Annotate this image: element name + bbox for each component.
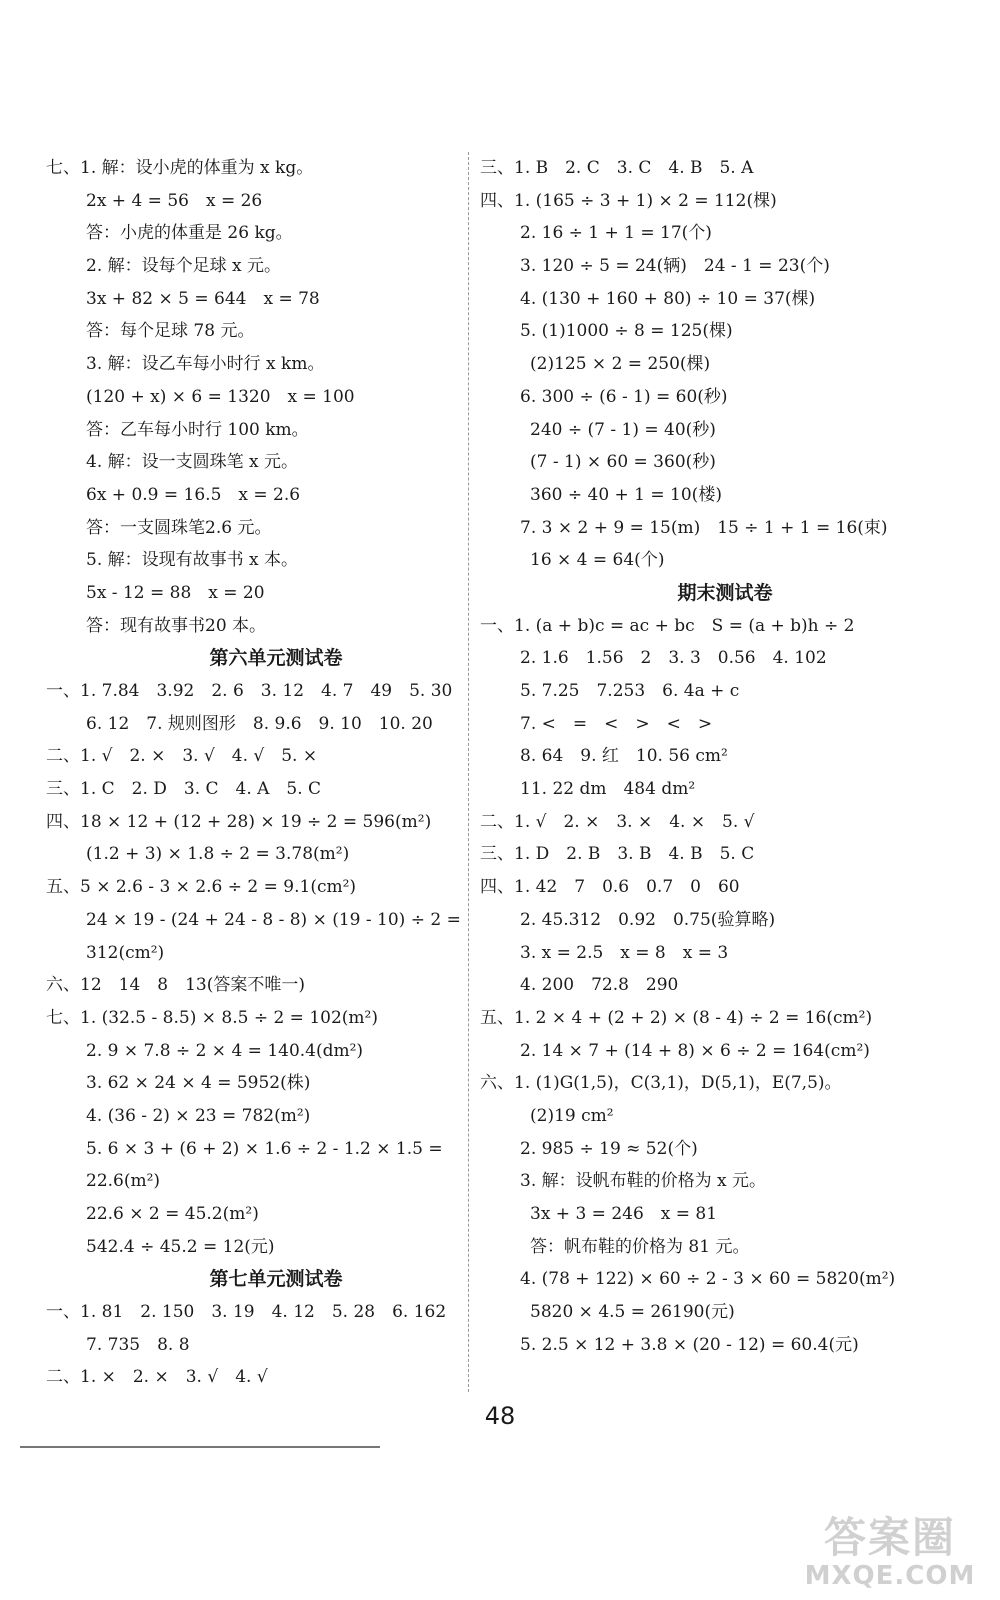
- answer-line: 答：一支圆珠笔2.6 元。: [86, 517, 272, 538]
- bottom-rule: [20, 1446, 380, 1448]
- answer-line: 五、5 × 2.6 - 3 × 2.6 ÷ 2 = 9.1(cm²): [46, 877, 357, 898]
- answer-line: 七、1. 解：设小虎的体重为 x kg。: [46, 158, 314, 178]
- watermark-logo: [790, 1505, 990, 1591]
- answer-line: 3x + 3 = 246 x = 81: [530, 1204, 718, 1224]
- answer-line: 24 × 19 - (24 + 24 - 8 - 8) × (19 - 10) ÷ 2 =: [86, 909, 461, 930]
- answer-line: 三、1. B 2. C 3. C 4. B 5. A: [480, 158, 754, 178]
- answer-line: 4. (78 + 122) × 60 ÷ 2 - 3 × 60 = 5820(m²): [520, 1269, 896, 1290]
- answer-line: (2)19 cm²: [530, 1105, 614, 1126]
- answer-line: 7. 3 × 2 + 9 = 15(m) 15 ÷ 1 + 1 = 16(束): [520, 517, 888, 538]
- answer-line: 二、1. √ 2. × 3. √ 4. √ 5. ×: [46, 746, 318, 767]
- answer-line: 二、1. × 2. × 3. √ 4. √: [46, 1367, 268, 1388]
- answer-line: 三、1. C 2. D 3. C 4. A 5. C: [46, 779, 322, 800]
- answer-line: 2. 14 × 7 + (14 + 8) × 6 ÷ 2 = 164(cm²): [520, 1040, 870, 1061]
- answer-line: 答：乙车每小时行 100 km。: [86, 419, 309, 440]
- answer-line: 二、1. √ 2. × 3. × 4. × 5. √: [480, 811, 755, 832]
- section-heading: 第七单元测试卷: [209, 1268, 343, 1291]
- answer-line: 七、1. (32.5 - 8.5) × 8.5 ÷ 2 = 102(m²): [46, 1007, 378, 1028]
- answer-line: 8. 64 9. 红 10. 56 cm²: [520, 746, 728, 767]
- answer-line: 3. x = 2.5 x = 8 x = 3: [520, 942, 729, 963]
- answer-line: 16 × 4 = 64(个): [530, 550, 665, 571]
- answer-line: 答：帆布鞋的价格为 81 元。: [530, 1236, 750, 1257]
- answer-line: 11. 22 dm 484 dm²: [520, 779, 696, 800]
- answer-line: 6. 12 7. 规则图形 8. 9.6 9. 10 10. 20: [86, 713, 433, 734]
- answer-line: 答：小虎的体重是 26 kg。: [86, 223, 293, 244]
- watermark-domain: MXQE.COM: [804, 1561, 976, 1591]
- answer-line: 5. (1)1000 ÷ 8 = 125(棵): [520, 321, 733, 342]
- page-number: 48: [484, 1402, 516, 1430]
- answer-line: 2. 解：设每个足球 x 元。: [86, 256, 282, 277]
- answer-line: 3x + 82 × 5 = 644 x = 78: [86, 288, 320, 309]
- right-column: [480, 152, 940, 1361]
- answer-line: (120 + x) × 6 = 1320 x = 100: [86, 386, 355, 407]
- answer-line: 2. 45.312 0.92 0.75(验算略): [520, 909, 776, 930]
- answer-line: 3. 62 × 24 × 4 = 5952(株): [86, 1073, 311, 1094]
- answer-line: 240 ÷ (7 - 1) = 40(秒): [530, 419, 716, 440]
- answer-line: 四、1. 42 7 0.6 0.7 0 60: [480, 877, 740, 898]
- answer-line: 5. 7.25 7.253 6. 4a + c: [520, 681, 740, 701]
- answer-line: 2. 985 ÷ 19 ≈ 52(个): [520, 1138, 698, 1159]
- answer-line: 3. 解：设帆布鞋的价格为 x 元。: [520, 1171, 767, 1192]
- answer-line: 一、1. 81 2. 150 3. 19 4. 12 5. 28 6. 162: [46, 1302, 447, 1323]
- answer-line: 2. 16 ÷ 1 + 1 = 17(个): [520, 223, 712, 244]
- answer-line: 6. 300 ÷ (6 - 1) = 60(秒): [520, 386, 728, 407]
- answer-line: 2. 9 × 7.8 ÷ 2 × 4 = 140.4(dm²): [86, 1040, 364, 1061]
- answer-line: 5x - 12 = 88 x = 20: [86, 582, 265, 603]
- answer-line: 7. 735 8. 8: [86, 1334, 190, 1355]
- answer-line: 542.4 ÷ 45.2 = 12(元): [86, 1236, 275, 1257]
- answer-line: 4. (36 - 2) × 23 = 782(m²): [86, 1105, 311, 1126]
- answer-line: 5. 6 × 3 + (6 + 2) × 1.6 ÷ 2 - 1.2 × 1.5 =: [86, 1138, 443, 1159]
- answer-line: (1.2 + 3) × 1.8 ÷ 2 = 3.78(m²): [86, 844, 350, 865]
- answer-line: (2)125 × 2 = 250(棵): [530, 354, 711, 375]
- column-divider: [468, 152, 469, 1392]
- answer-line: 一、1. 7.84 3.92 2. 6 3. 12 4. 7 49 5. 30: [46, 681, 453, 701]
- answer-line: 2. 1.6 1.56 2 3. 3 0.56 4. 102: [520, 648, 827, 669]
- answer-line: 四、18 × 12 + (12 + 28) × 19 ÷ 2 = 596(m²): [46, 811, 432, 832]
- answer-line: 7. < = < > < >: [520, 713, 713, 734]
- answer-line: 4. 200 72.8 290: [520, 975, 679, 996]
- answer-line: 360 ÷ 40 + 1 = 10(楼): [530, 484, 722, 505]
- answer-line: (7 - 1) × 60 = 360(秒): [530, 452, 716, 473]
- answer-line: 答：每个足球 78 元。: [86, 321, 255, 342]
- answer-line: 5820 × 4.5 = 26190(元): [530, 1302, 735, 1323]
- section-heading: 期末测试卷: [677, 581, 773, 604]
- answer-line: 四、1. (165 ÷ 3 + 1) × 2 = 112(棵): [480, 190, 777, 211]
- section-heading: 第六单元测试卷: [209, 647, 343, 670]
- watermark-text: 答案圈: [823, 1513, 956, 1562]
- answer-line: 三、1. D 2. B 3. B 4. B 5. C: [480, 844, 755, 865]
- answer-line: 3. 120 ÷ 5 = 24(辆) 24 - 1 = 23(个): [520, 256, 830, 277]
- answer-line: 2x + 4 = 56 x = 26: [86, 190, 263, 211]
- answer-line: 312(cm²): [86, 942, 165, 963]
- answer-line: 5. 解：设现有故事书 x 本。: [86, 550, 299, 571]
- answer-line: 答：现有故事书20 本。: [86, 615, 267, 636]
- answer-line: 五、1. 2 × 4 + (2 + 2) × (8 - 4) ÷ 2 = 16(cm²): [480, 1007, 873, 1028]
- answer-line: 3. 解：设乙车每小时行 x km。: [86, 354, 325, 375]
- answer-line: 4. (130 + 160 + 80) ÷ 10 = 37(棵): [520, 288, 816, 309]
- answer-line: 六、12 14 8 13(答案不唯一): [46, 975, 305, 996]
- answer-line: 22.6 × 2 = 45.2(m²): [86, 1204, 259, 1224]
- answer-line: 22.6(m²): [86, 1171, 161, 1192]
- answer-line: 5. 2.5 × 12 + 3.8 × (20 - 12) = 60.4(元): [520, 1334, 859, 1355]
- left-column: [46, 152, 466, 1394]
- answer-line: 4. 解：设一支圆珠笔 x 元。: [86, 452, 299, 473]
- answer-line: 一、1. (a + b)c = ac + bc S = (a + b)h ÷ 2: [480, 615, 855, 636]
- answer-line: 6x + 0.9 = 16.5 x = 2.6: [86, 484, 301, 505]
- answer-line: 六、1. (1)G(1,5)，C(3,1)，D(5,1)，E(7,5)。: [480, 1073, 842, 1094]
